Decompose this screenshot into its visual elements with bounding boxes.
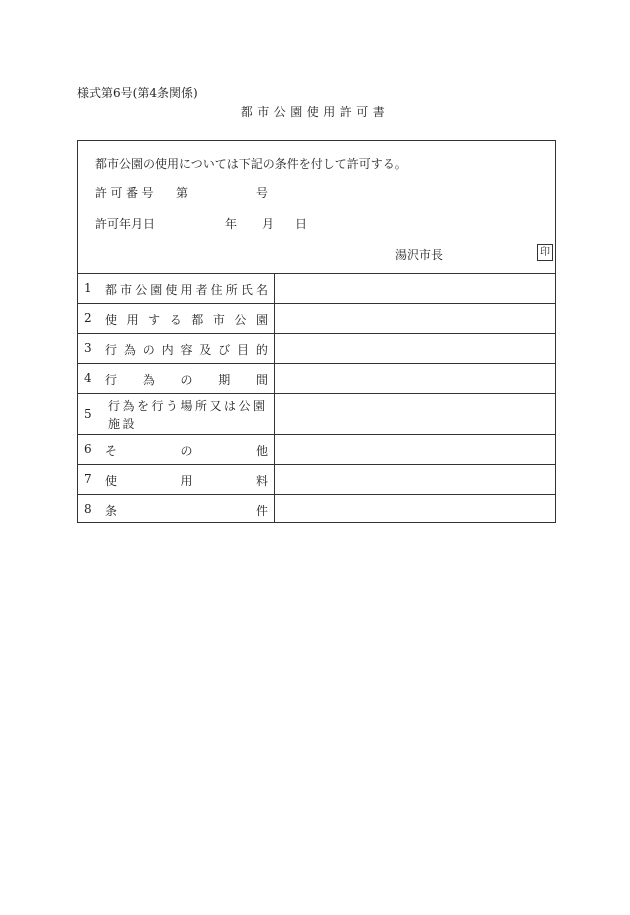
row-value-field[interactable] (275, 495, 555, 523)
row-label-cell (78, 274, 275, 303)
row-label-cell (78, 304, 275, 333)
permit-statement: 都市公園の使用については下記の条件を付して許可する。 (95, 157, 407, 171)
row-value-field[interactable] (275, 435, 555, 464)
row-number: 6 (84, 442, 92, 456)
row-number: 7 (84, 472, 92, 486)
row-label: 行為を行う場所又は公園施設 (108, 399, 268, 431)
permit-number-prefix: 第 (176, 186, 189, 200)
row-value-field[interactable] (275, 364, 555, 393)
permit-date-line (95, 215, 307, 232)
row-value-field[interactable] (275, 334, 555, 363)
date-day-unit: 日 (295, 217, 308, 231)
row-label-cell (78, 465, 275, 494)
row-value-field[interactable] (275, 304, 555, 333)
row-label-cell (78, 495, 275, 523)
row-label: 使 用 す る 都 市 公 園 (105, 313, 268, 327)
table-row (78, 363, 555, 393)
row-label: 使 用 料 (105, 474, 268, 488)
table-row (78, 494, 555, 523)
row-label-cell (78, 435, 275, 464)
row-value-field[interactable] (275, 465, 555, 494)
date-year-unit: 年 (225, 217, 238, 231)
row-number: 3 (84, 341, 92, 355)
row-value-field[interactable] (275, 394, 555, 434)
permit-date-label: 許可年月日 (95, 217, 156, 231)
permit-form (77, 140, 556, 523)
permit-number-suffix: 号 (256, 186, 269, 200)
table-row (78, 393, 555, 434)
row-label: そ の 他 (105, 444, 268, 458)
row-number: 4 (84, 371, 92, 385)
row-label-cell (78, 334, 275, 363)
row-label: 行 為 の 内 容 及 び 目 的 (105, 343, 268, 357)
row-number: 8 (84, 502, 92, 516)
table-row (78, 273, 555, 303)
date-month-unit: 月 (262, 217, 275, 231)
table-row (78, 303, 555, 333)
permit-number-line (95, 184, 268, 201)
row-label-cell (78, 364, 275, 393)
table-row (78, 464, 555, 494)
row-label: 都 市 公 園 使 用 者 住 所 氏 名 (105, 283, 268, 297)
row-label-cell (78, 394, 275, 434)
seal-mark: 印 (537, 244, 553, 261)
form-number-label: 様式第6号(第4条関係) (77, 86, 198, 100)
document-title: 都市公園使用許可書 (240, 105, 390, 119)
row-label: 行 為 の 期 間 (105, 373, 268, 387)
permit-number-label: 許可番号 (95, 186, 158, 200)
row-number: 2 (84, 311, 92, 325)
row-value-field[interactable] (275, 274, 555, 303)
table-row (78, 434, 555, 464)
row-number: 5 (84, 407, 92, 421)
row-label: 条 件 (105, 504, 268, 518)
row-number: 1 (84, 281, 92, 295)
table-row (78, 333, 555, 363)
issuer-name: 湯沢市長 (395, 248, 444, 262)
